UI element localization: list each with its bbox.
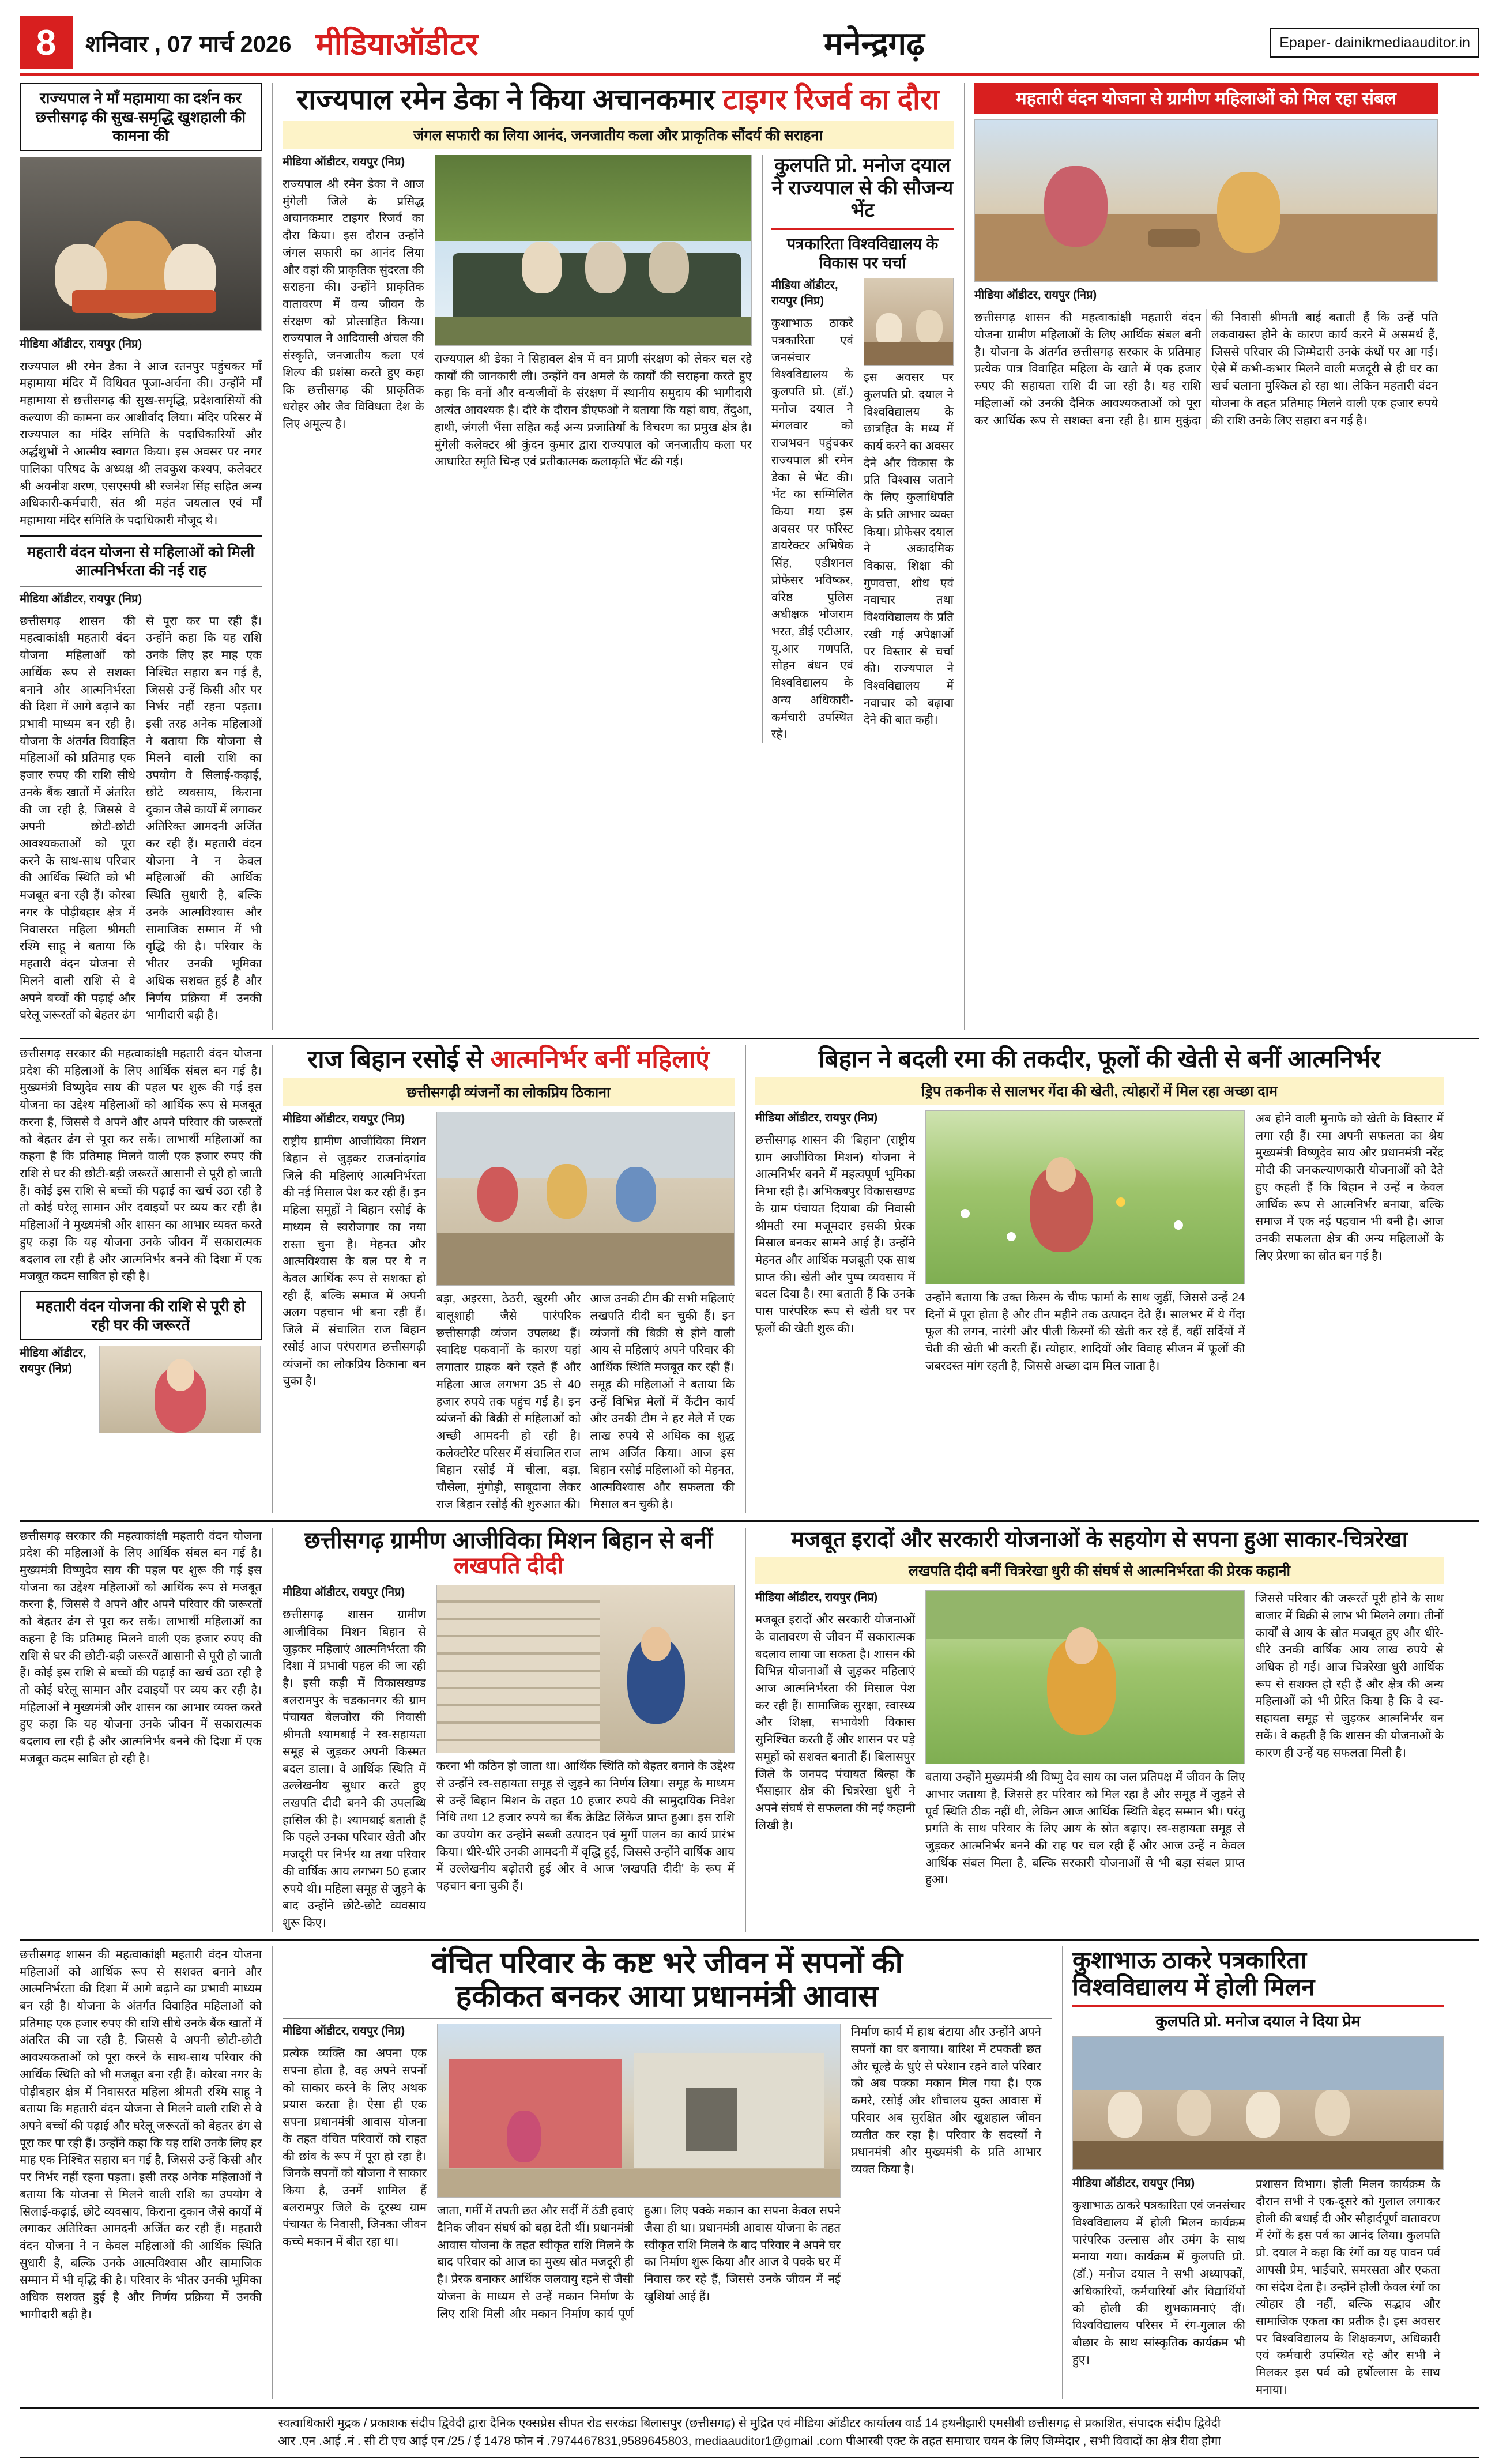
headline-part1: छत्तीसगढ़ ग्रामीण आजीविका मिशन बिहान से बनीं bbox=[304, 1527, 713, 1553]
photo-rural-women bbox=[974, 119, 1438, 282]
article-body: राज्यपाल श्री रमेन डेका ने आज मुंगेली जिले के प्रसिद्ध अचानकमार टाइगर रिजर्व का दौरा किया। इस दौरान उन्होंने जंगल सफारी का आनंद लिया और वहां की प्राकृतिक सुंदरता की सराहना की। उन्होंने प्राकृतिक वातावरण में वन्य जीवन के संरक्षण को प्रोत्साहित किया। राज्यपाल ने आदिवासी अंचल की संस्कृति, जनजातीय कला एवं शिल्प की प्रशंसा करते हुए कहा कि छत्तीसगढ़ की प्राकृतिक धरोहर और जैव विविधता देश के लिए अमूल्य है। bbox=[283, 178, 424, 431]
headline-bihan-flower: बिहान ने बदली रमा की तकदीर, फूलों की खेती से बनीं आत्मनिर्भर bbox=[818, 1045, 1381, 1072]
article-body: निर्माण कार्य में हाथ बंटाया और उन्होंने अपने सपनों का घर बनाया। बारिश में टपकती छत और चूल्हे के धुएं से परेशान रहने वाले परिवार को अब पक्का मकान मिल गया है। एक कमरे, रसोई और शौचालय युक्त आवास में परिवार अब सुरक्षित और खुशहाल जीवन व्यतीत कर रहा है। परिवार के सदस्यों ने प्रधानमंत्री और मुख्यमंत्री के प्रति आभार व्यक्त किया है। bbox=[851, 2025, 1041, 2176]
photo-grocery-shop bbox=[436, 1585, 735, 1753]
byline: मीडिया ऑडीटर, रायपुर (निप्र) bbox=[283, 1113, 405, 1126]
third-band bbox=[20, 1528, 1479, 1932]
byline: मीडिया ऑडीटर, रायपुर (निप्र) bbox=[771, 279, 838, 308]
photo-vc-governor-meeting bbox=[864, 278, 954, 366]
article-body-part3: लेकर राज बिहान रसोई की शुरुआत की। आज उनकी टीम की सभी महिलाएं लखपति दीदी बन चुकी हैं। इन व्यंजनों की बिक्री से होने वाली आय से महिलाएं अपने परिवार की आर्थिक स्थिति मजबूत कर रही हैं। समूह की महिलाओं ने बताया कि उन्हें विभिन्न मेलों में कैंटीन कार्य और उनकी टीम ने हर मेले में एक लाख रुपये से अधिक का शुद्ध लाभ अर्जित किया। आज इस बिहान रसोई महिलाओं को मेहनत, आत्मविश्वास और सफलता की मिसाल बन चुकी है। bbox=[436, 1292, 735, 1511]
article-body: राष्ट्रीय ग्रामीण आजीविका मिशन बिहान से जुड़कर राजनांदगांव जिले की महिलाएं आत्मनिर्भरता की नई मिसाल पेश कर रही हैं। इन महिला समूहों ने बिहान रसोई के माध्यम से स्वरोजगार का नया रास्ता चुना है। मेहनत और आत्मविश्वास के बल पर ये न केवल आर्थिक रूप से सशक्त हो रही हैं, बल्कि समाज में अपनी अलग पहचान भी बना रही हैं। जिले में संचालित राज बिहान रसोई आज परंपरागत छत्तीसगढ़ी व्यंजनों का लोकप्रिय ठिकाना बन चुका है। bbox=[283, 1135, 426, 1388]
article-body-continued: छत्तीसगढ़ सरकार की महत्वाकांक्षी महतारी वंदन योजना प्रदेश की महिलाओं के लिए आर्थिक संबल बन गई है। मुख्यमंत्री विष्णुदेव साय की पहल पर शुरू की गई इस योजना का उद्देश्य महिलाओं को आर्थिक रूप से मजबूत करना है, जिससे वे अपने और अपने परिवार की जरूरतों को बेहतर ढंग से पूरा कर सकें। लाभार्थी महिलाओं का कहना है कि प्रतिमाह मिलने वाली एक हजार रुपए की राशि से घर की छोटी-बड़ी जरूरतें आसानी से पूरी हो जाती हैं। कोई इस राशि से बच्चों की पढ़ाई का खर्च उठा रही है तो कोई घरेलू सामान और दवाइयों पर व्यय कर रही है। महिलाओं ने मुख्यमंत्री और शासन का आभार व्यक्त करते हुए कहा कि यह योजना उनके जीवन में सकारात्मक बदलाव ला रही है और आत्मनिर्भर बनने की दिशा में एक मजबूत कदम साबित हो रही है। bbox=[20, 1046, 262, 1283]
article-body: प्रशासन विभाग। होली मिलन कार्यक्रम के दौरान सभी ने एक-दूसरे को गुलाल लगाकर होली की बधाई दी और सौहार्दपूर्ण वातावरण में रंगों के इस पर्व का आनंद लिया। कुलपति प्रो. दयाल ने कहा कि रंगों का यह पावन पर्व आपसी प्रेम, भाईचारे, समरसता और एकता का संदेश देता है। उन्होंने होली केवल रंगों का त्योहार ही नहीं, बल्कि सद्भाव और सामाजिक एकता का प्रतीक है। इस अवसर पर विश्वविद्यालय के शिक्षकगण, अधिकारी एवं कर्मचारी उपस्थित रहे और सभी ने मिलकर इस पर्व को हर्षोल्लास के साथ मनाया। bbox=[1256, 2177, 1440, 2397]
article-body-continued: छत्तीसगढ़ शासन की महत्वाकांक्षी महतारी वंदन योजना महिलाओं को आर्थिक रूप से सशक्त बनाने और आत्मनिर्भरता की दिशा में आगे बढ़ाने का प्रभावी माध्यम बन रही है। योजना के अंतर्गत विवाहित महिलाओं को प्रतिमाह एक हजार रुपए की राशि सीधे उनके बैंक खातों में अंतरित की जा रही है, जिससे वे अपनी छोटी-छोटी आवश्यकताओं को पूरा करने के साथ-साथ परिवार की आर्थिक स्थिति को भी मजबूत बना रही हैं। कोरबा नगर के पोड़ीबहार क्षेत्र में निवासरत महिला श्रीमती रश्मि साहू ने बताया कि महतारी वंदन योजना से मिलने वाली राशि से वे अपने बच्चों की पढ़ाई और घरेलू जरूरतों को बेहतर ढंग से पूरा कर पा रही हैं। उन्होंने कहा कि यह राशि उनके लिए हर माह एक निश्चित सहारा बन गई है, जिससे उन्हें किसी और पर निर्भर नहीं रहना पड़ता। इसी तरह अनेक महिलाओं ने बताया कि योजना से मिलने वाली राशि का उपयोग वे सिलाई-कढ़ाई, छोटे व्यवसाय, किराना दुकान जैसे कार्यों में लगाकर अतिरिक्त आमदनी अर्जित कर रही हैं। महतारी वंदन योजना ने न केवल महिलाओं की आर्थिक स्थिति सुधारी है, बल्कि उनके आत्मविश्वास और सामाजिक सम्मान में भी वृद्धि की है। परिवार के भीतर उनकी भूमिका अधिक सशक्त हुई है और निर्णय प्रक्रिया में उनकी भागीदारी बढ़ी है। bbox=[20, 1947, 262, 2321]
article-body: इस अवसर पर कुलपति प्रो. दयाल ने विश्वविद्यालय के छात्रहित के मध्य में कार्य करने का अवसर देने और विकास के प्रति विश्वास जताने के लिए कुलाधिपति के प्रति आभार व्यक्त किया। प्रोफेसर दयाल ने अकादमिक विकास, शिक्षा की गुणवत्ता, शोध एवं नवाचार तथा विश्वविद्यालय के प्रति रखी गई अपेक्षाओं पर विस्तार से चर्चा की। राज्यपाल ने विश्वविद्यालय में नवाचार को बढ़ावा देने की बात कही। bbox=[863, 371, 954, 727]
byline: मीडिया ऑडीटर, रायपुर (निप्र) bbox=[283, 2025, 405, 2038]
page-number: 8 bbox=[20, 16, 73, 69]
subhead-bihan-flower: ड्रिप तकनीक से सालभर गेंदा की खेती, त्योहारों में मिल रहा अच्छा दाम bbox=[755, 1077, 1444, 1105]
top-section bbox=[20, 83, 1479, 1030]
photo-temple-visit bbox=[20, 157, 262, 331]
headline: राज्यपाल ने माँ महामाया का दर्शन कर छत्तीसगढ़ की सुख-समृद्धि खुशहाली की कामना की bbox=[35, 89, 246, 144]
article-body: प्रत्येक व्यक्ति का अपना एक सपना होता है, वह अपने सपनों को साकार करने के लिए अथक प्रयास करता है। ऐसा ही एक सपना प्रधानमंत्री आवास योजना के तहत वंचित परिवारों को राहत की छांव के रूप में पूरा हो रहा है। जिनके सपनों को योजना ने साकार किया है, उनमें शामिल हैं बलरामपुर जिले के दूरस्थ ग्राम पंचायत के निवासी, जिनका जीवन कच्चे मकान में बीत रहा था। bbox=[283, 2047, 427, 2249]
photo-marigold-farm bbox=[925, 1110, 1245, 1284]
masthead bbox=[20, 16, 1479, 76]
story-governor-temple bbox=[20, 83, 262, 151]
column-left-lower3 bbox=[20, 1946, 262, 2399]
lead-headline bbox=[283, 83, 954, 115]
headline-mahtari-1: महतारी वंदन योजना से महिलाओं को मिली आत्मनिर्भरता की नई राह bbox=[27, 542, 255, 579]
article-body: जिससे परिवार की जरूरतें पूरी होने के साथ बाजार में बिक्री से लाभ भी मिलने लगा। तीनों कार्यों से आय के स्रोत मजबूत हुए और धीरे-धीरे उनकी वार्षिक आय लाख रुपये से अधिक हो गई। आज चित्ररेखा धुरी आर्थिक रूप से सशक्त हो रही हैं और क्षेत्र की अन्य महिलाओं को भी प्रेरित किया है कि वे स्व-सहायता समूह से जुड़कर आत्मनिर्भर बन सकें। वे कहती हैं कि शासन की योजनाओं के कारण ही उन्हें यह सफलता मिली है। bbox=[1255, 1592, 1444, 1760]
article-body: मजबूत इरादों और सरकारी योजनाओं के वातावरण से जीवन में सकारात्मक बदलाव लाया जा सकता है। शासन की विभिन्न योजनाओं से जुड़कर महिलाएं आज आत्मनिर्भरता की मिसाल पेश कर रही हैं। सामाजिक सुरक्षा, स्वास्थ्य और शिक्षा, सभावेशी विकास सुनिश्चित करती हैं और शासन पर पड़े समूहों को सशक्त बनाती हैं। बिलासपुर जिले के जनपद पंचायत बिल्हा के भैंसाझार क्षेत्र की चित्ररेखा धुरी ने अपने संघर्ष से सफलता की नई कहानी लिखी है। bbox=[755, 1613, 916, 1832]
column-right bbox=[964, 83, 1438, 1030]
column-left-lower bbox=[20, 1045, 262, 1513]
photo-tiger-reserve-safari bbox=[435, 155, 752, 346]
column-left-lower2 bbox=[20, 1528, 262, 1932]
headline-highlight: लखपति दीदी bbox=[453, 1553, 564, 1579]
headline-mahtari-money bbox=[20, 1291, 262, 1340]
article-body-part2: बड़ा, अइरसा, ठेठरी, खुरमी और बालूशाही जैसे पारंपरिक छत्तीसगढ़ी व्यंजन उपलब्ध हैं। स्वादिष्ट पकवानों के कारण यहां लगातार ग्राहक बने रहते हैं और महिला आज लगभग 35 से 40 हजार रुपये तक पहुंच गई है। इन व्यंजनों की बिक्री से महिलाओं को अच्छी आमदनी हो रही है। कलेक्टोरेट परिसर में संचालित राज बिहान रसोई में चीला, बड़ा, चौसेला, मुंगोड़ी, साबूदाना bbox=[436, 1292, 581, 1494]
photo-pm-awas-house bbox=[437, 2024, 841, 2198]
article-body: छत्तीसगढ़ शासन की महत्वाकांक्षी महतारी वंदन योजना महिलाओं को आर्थिक रूप से सशक्त बनाने और आत्मनिर्भरता की दिशा में आगे बढ़ाने का प्रभावी माध्यम बन रही है। योजना के अंतर्गत विवाहित महिलाओं को प्रतिमाह एक हजार रुपए की राशि सीधे उनके बैंक खातों में अंतरित की जा रही है, जिससे वे अपनी छोटी-छोटी आवश्यकताओं को पूरा करने के साथ-साथ परिवार की आर्थिक स्थिति को भी मजबूत बना रही हैं। कोरबा नगर के पोड़ीबहार क्षेत्र में निवासरत महिला श्रीमती रश्मि साहू ने बताया कि महतारी वंदन योजना से मिलने वाली राशि से वे अपने बच्चों की पढ़ाई और घरेलू जरूरतों को बेहतर ढंग से पूरा कर पा रही हैं। उन्होंने कहा कि यह राशि उनके लिए हर माह एक निश्चित सहारा बन गई है, जिससे उन्हें किसी और पर निर्भर नहीं रहना पड़ता। इसी तरह अनेक महिलाओं ने बताया कि योजना से मिलने वाली राशि का उपयोग वे सिलाई-कढ़ाई, छोटे व्यवसाय, किराना दुकान जैसे कार्यों में लगाकर अतिरिक्त आमदनी अर्जित कर रही हैं। महतारी वंदन योजना ने न केवल महिलाओं की आर्थिक स्थिति सुधारी है, बल्कि उनके आत्मविश्वास और सामाजिक सम्मान में भी वृद्धि की है। परिवार के भीतर उनकी भूमिका अधिक सशक्त हुई है और निर्णय प्रक्रिया में उनकी भागीदारी बढ़ी है। bbox=[20, 614, 262, 1022]
byline: मीडिया ऑडीटर, रायपुर (निप्र) bbox=[755, 1111, 878, 1124]
article-body: करना भी कठिन हो जाता था। आर्थिक स्थिति को बेहतर बनाने के उद्देश्य से उन्होंने स्व-सहायता समूह से जुड़ने का निर्णय लिया। समूह के माध्यम से उन्हें बिहान मिशन के तहत 10 हजार रुपये की सामुदायिक निवेश निधि तथा 12 हजार रुपये का बैंक क्रेडिट लिंकेज प्राप्त हुआ। इस राशि का उपयोग कर उन्होंने सब्जी उत्पादन एवं मुर्गी पालन का कार्य प्रारंभ किया। धीरे-धीरे उनकी आमदनी में वृद्धि हुई, जिससे उन्होंने वार्षिक आय में उल्लेखनीय बढ़ोतरी हुई और वे आज 'लखपति दीदी' के रूप में पहचान बना चुकी हैं। bbox=[436, 1760, 735, 1893]
headline-holi-line1: कुशाभाऊ ठाकरे पत्रकारिता bbox=[1072, 1946, 1307, 1973]
article-body: कुशाभाऊ ठाकरे पत्रकारिता एवं जनसंचार विश्वविद्यालय में होली मिलन कार्यक्रम पारंपरिक उल्लास और उमंग के साथ मनाया गया। कार्यक्रम में कुलपति प्रो. (डॉ.) मनोज दयाल ने सभी अध्यापकों, अधिकारियों, कर्मचारियों और विद्यार्थियों को होली की शुभकामनाएं दीं। विश्वविद्यालय परिसर में रंग-गुलाल की बौछार के साथ सांस्कृतिक कार्यक्रम भी हुए। bbox=[1072, 2199, 1245, 2367]
byline: मीडिया ऑडीटर, रायपुर (निप्र) bbox=[974, 289, 1097, 302]
headline: महतारी वंदन योजना की राशि से पूरी हो रही घर की जरूरतें bbox=[36, 1297, 246, 1333]
byline: मीडिया ऑडीटर, रायपुर (निप्र) bbox=[20, 592, 142, 605]
edition-city: मनेन्द्रगढ़ bbox=[823, 25, 925, 62]
byline: मीडिया ऑडीटर, रायपुर (निप्र) bbox=[755, 1591, 878, 1604]
headline-highlight: आत्मनिर्भर बनीं महिलाएं bbox=[490, 1045, 710, 1073]
subhead-raj-bihan: छत्तीसगढ़ी व्यंजनों का लोकप्रिय ठिकाना bbox=[283, 1078, 735, 1106]
article-body bbox=[437, 2202, 841, 2322]
story-lakhpati-didi bbox=[272, 1528, 735, 1932]
subhead-chitrarekha: लखपति दीदी बनीं चित्ररेखा धुरी की संघर्ष से आत्मनिर्भरता की प्रेरक कहानी bbox=[755, 1557, 1444, 1584]
column-center bbox=[272, 83, 954, 1030]
story-raj-bihan-rasoi bbox=[272, 1045, 735, 1513]
second-band bbox=[20, 1045, 1479, 1513]
subhead-vc-visit: पत्रकारिता विश्वविद्यालय के विकास पर चर्चा bbox=[786, 235, 939, 272]
photo-chitrarekha-field bbox=[925, 1590, 1245, 1764]
headline-pm-awas-line1: वंचित परिवार के कष्ट भरे जीवन में सपनों की bbox=[431, 1946, 903, 1980]
article-body bbox=[436, 1290, 735, 1513]
byline: मीडिया ऑडीटर, रायपुर (निप्र) bbox=[1072, 2177, 1195, 2190]
headline-lakhpati bbox=[283, 1528, 735, 1580]
article-body-continued: छत्तीसगढ़ सरकार की महत्वाकांक्षी महतारी वंदन योजना प्रदेश की महिलाओं के लिए आर्थिक संबल बन गई है। मुख्यमंत्री विष्णुदेव साय की पहल पर शुरू की गई इस योजना का उद्देश्य महिलाओं को आर्थिक रूप से मजबूत करना है, जिससे वे अपने और अपने परिवार की जरूरतों को बेहतर ढंग से पूरा कर सकें। लाभार्थी महिलाओं का कहना है कि प्रतिमाह मिलने वाली एक हजार रुपए की राशि से घर की छोटी-बड़ी जरूरतें आसानी से पूरी हो जाती हैं। कोई इस राशि से बच्चों की पढ़ाई का खर्च उठा रही है तो कोई घरेलू सामान और दवाइयों पर व्यय कर रही है। महिलाओं ने मुख्यमंत्री और शासन का आभार व्यक्त करते हुए कहा कि यह योजना उनके जीवन में सकारात्मक बदलाव ला रही है और आत्मनिर्भर बनने की दिशा में एक मजबूत कदम साबित हो रही है। bbox=[20, 1529, 262, 1765]
article-body-part3: लिए पक्के मकान का सपना केवल सपने जैसा ही था। प्रधानमंत्री आवास योजना के तहत स्वीकृत राशि मिलने के बाद परिवार ने अपने घर का निर्माण शुरू किया और आज वे पक्के घर में निवास कर रहे हैं, जिससे उनके जीवन में नई खुशियां आई हैं। bbox=[644, 2204, 841, 2303]
headline-mahtari-rural: महतारी वंदन योजना से ग्रामीण महिलाओं को मिल रहा संबल bbox=[974, 83, 1438, 114]
imprint-footer bbox=[20, 2407, 1479, 2458]
article-body: राज्यपाल श्री रमेन डेका ने आज रतनपुर पहुंचकर माँ महामाया मंदिर में विधिवत पूजा-अर्चना की। उन्होंने माँ महामाया से छत्तीसगढ़ की सुख-समृद्धि, प्रदेशवासियों की कल्याण की कामना कर आशीर्वाद लिया। मंदिर परिसर में राज्यपाल का मंदिर समिति के पदाधिकारियों और अर्द्धशुभों ने आत्मीय स्वागत किया। इस अवसर पर नगर पालिका परिषद के अध्यक्ष श्री लवकुश कश्यप, कलेक्टर श्री अवनीश शरण, एसएसपी श्री रजनेश सिंह सहित अन्य अधिकारी-कर्मचारी, संत श्री महंत जयलाल एवं माँ महामाया मंदिर समिति के पदाधिकारी मौजूद थे। bbox=[20, 359, 262, 527]
story-holi bbox=[1062, 1946, 1444, 2399]
headline-part1: राज बिहान रसोई से bbox=[307, 1045, 491, 1073]
lead-subhead: जंगल सफारी का लिया आनंद, जनजातीय कला और प्राकृतिक सौंदर्य की सराहना bbox=[283, 121, 954, 149]
imprint-line-1: स्वत्वाधिकारी मुद्रक / प्रकाशक संदीप द्विवेदी द्वारा दैनिक एक्सप्रेस सीपत रोड सरकंडा बिलासपुर (छत्तीसगढ़) से मुद्रित एवं मीडिया ऑडीटर कार्यालय वार्ड 14 हथनीझारी एमसीबी छत्तीसगढ़ से प्रकाशित, संपादक संदीप द्विवेदी bbox=[278, 2416, 1221, 2430]
article-body: राज्यपाल श्री डेका ने सिहावल क्षेत्र में वन प्राणी संरक्षण को लेकर चल रहे कार्यों की जानकारी ली। उन्होंने वन अमले के कार्यों की सराहना करते हुए कहा कि वनों और वन्यजीवों के संरक्षण में स्थानीय समुदाय की भागीदारी अत्यंत आवश्यक है। दौरे के दौरान डीएफओ ने बताया कि यहां बाघ, तेंदुआ, हाथी, जंगली भैंसा सहित कई अन्य प्रजातियों के विचरण का प्रमुख क्षेत्र है। मुंगेली कलेक्टर श्री कुंदन कुमार द्वारा राज्यपाल को जनजातीय कला पर आधारित स्मृति चिन्ह एवं प्रतीकात्मक कलाकृति भेंट की गई। bbox=[434, 352, 752, 469]
article-body: कुशाभाऊ ठाकरे पत्रकारिता एवं जनसंचार विश्वविद्यालय के कुलपति प्रो. (डॉ.) मनोज दयाल ने मंगलवार को राजभवन पहुंचकर राज्यपाल श्री रमेन डेका से भेंट की। भेंट का सम्मिलित किया गया इस अवसर पर फॉरेस्ट डायरेक्टर अभिषेक सिंह, एडीशनल प्रोफेसर भविष्कर, वरिष्ठ पुलिस अधीक्षक भोजराम भरत, डीई एटीआर, यू.आर गणपति, सोहन बंधन एवं विश्वविद्यालय के अन्य अधिकारी-कर्मचारी उपस्थित रहे। bbox=[771, 317, 853, 741]
headline-pm-awas-line2: हकीकत बनकर आया प्रधानमंत्री आवास bbox=[455, 1980, 879, 2014]
story-bihan-flower bbox=[745, 1045, 1444, 1513]
lead-headline-highlight: टाइगर रिजर्व का दौरा bbox=[722, 83, 940, 115]
photo-bihan-kitchen bbox=[436, 1112, 735, 1286]
headline-vc-visit: कुलपति प्रो. मनोज दयाल ने राज्यपाल से की सौजन्य भेंट bbox=[771, 155, 954, 222]
article-body: छत्तीसगढ़ शासन की 'बिहान' (राष्ट्रीय ग्राम आजीविका मिशन) योजना ने आत्मनिर्भर बनने में महत्वपूर्ण भूमिका निभा रही है। अभिकबपुर विकासखण्ड के ग्राम पंचायत दियाबा की निवासी श्रीमती रमा मजूमदार इसकी प्रेरक मिसाल बनकर सामने आई हैं। उन्होंने मेहनत और आर्थिक मजबूती एक साथ प्राप्त की। खेती और पुष्प व्यवसाय में बदल दिया है। रमा बताती हैं कि उनके पास पारंपरिक रूप से खेती घर पर फूलों की खेती शुरू की। bbox=[755, 1133, 916, 1335]
article-body-part2: जाता, गर्मी में तपती छत और सर्दी में ठंडी हवाएं दैनिक जीवन संघर्ष को बढ़ा देती थीं। प्रधानमंत्री आवास योजना के तहत स्वीकृत राशि मिलने के बाद परिवार को आज का मुख्य स्रोत मजदूरी ही है। प्रेरक बनाकर आर्थिक जलवायु रहने से जैसी योजना के माध्यम से उन्हें मकान निर्माण के लिए राशि मिली और मकान निर्माण कार्य पूर्ण हुआ। bbox=[437, 2204, 667, 2320]
newspaper-brand: मीडियाऑडीटर bbox=[315, 27, 479, 62]
headline-chitrarekha: मजबूत इरादों और सरकारी योजनाओं के सहयोग से सपना हुआ साकार-चित्ररेखा bbox=[791, 1527, 1408, 1552]
epaper-url[interactable]: Epaper- dainikmediaauditor.in bbox=[1270, 28, 1479, 58]
headline-raj-bihan bbox=[283, 1045, 735, 1073]
article-body: बताया उन्होंने मुख्यमंत्री श्री विष्णु देव साय का जल प्रतिपक्ष में जीवन के लिए आभार जताया है, जिससे हर परिवार को मिल रहा है और समूह में जुड़ने से पूर्व स्थिति ठीक नहीं थी, लेकिन आज आर्थिक स्थिति बेहद सम्मान भी। परंतु प्रगति के साथ परिवार के लिए आय के स्रोत बढ़ाए। स्व-सहायता समूह से जुड़कर आत्मनिर्भर बनने की राह पर चल रही हैं और आज उन्हें न केवल आर्थिक संबल मिला है, बल्कि सरकारी योजनाओं से भी बड़ा संबल प्राप्त हुआ। bbox=[925, 1770, 1245, 1887]
byline: मीडिया ऑडीटर, रायपुर (निप्र) bbox=[20, 1347, 86, 1375]
article-body: छत्तीसगढ़ शासन की महत्वाकांक्षी महतारी वंदन योजना ग्रामीण महिलाओं के लिए आर्थिक संबल बनी है। योजना के अंतर्गत छत्तीसगढ़ सरकार के प्रतिमाह प्रत्येक पात्र विवाहित महिला के खाते में एक हजार रुपए की सहायता राशि दी जा रही है। यह राशि महिलाओं को उनकी दैनिक आवश्यकताओं को पूरा कर आर्थिक रूप से सशक्त बना रही है। ग्राम मुकुंदा की निवासी श्रीमती बाई बताती हैं कि उन्हें पति लकवाग्रस्त होने के कारण कार्य करने में असमर्थ हैं, जिससे परिवार की जिम्मेदारी उनके कंधों पर आ गई। ऐसे में कभी-कभार मिलने वाली मजदूरी से ही घर का खर्च चलाना मुश्किल हो रहा था। लेकिन महतारी वंदन योजना के तहत प्रतिमाह मिलने वाली एक हजार रुपये की राशि उनके लिए सहारा बन गई है। bbox=[974, 311, 1438, 427]
story-chitrarekha bbox=[745, 1528, 1444, 1932]
article-body: उन्होंने बताया कि उक्त किस्म के चीफ फार्मा के साथ जुड़ीं, जिससे उन्हें 24 दिनों में पूरा होता है और तीन महीने तक उत्पादन देते हैं। सालभर में ये गेंदा फूल की लगन, नारंगी और पीली किस्मों की खेती कर रहे हैं, वहीं सर्दियों में चेती की खेती भी करती हैं। त्योहार, शादियों और विवाह सीजन में फूलों की जबरदस्त मांग रहती है, जिससे अच्छा दाम मिल जाता है। bbox=[925, 1290, 1245, 1373]
byline: मीडिया ऑडीटर, रायपुर (निप्र) bbox=[283, 1586, 405, 1599]
story-pm-awas bbox=[272, 1946, 1052, 2399]
publication-date: शनिवार , 07 मार्च 2026 bbox=[85, 31, 292, 57]
imprint-line-2: आर .एन .आई .नं . सी टी एच आई एन /25 / ई 1478 फोन नं .7974467831,9589645803, mediaauditor1@gmail .com पीआरबी एक्ट के तहत समाचार चयन के लिए जिम्मेदार , सभी विवादों का क्षेत्र रीवा होगा bbox=[278, 2435, 1221, 2448]
lead-headline-part1: राज्यपाल रमेन डेका ने किया अचानकमार bbox=[296, 83, 723, 115]
byline: मीडिया ऑडीटर, रायपुर (निप्र) bbox=[20, 337, 142, 351]
article-body: अब होने वाली मुनाफे को खेती के विस्तार में लगा रही हैं। रमा अपनी सफलता का श्रेय मुख्यमंत्री विष्णुदेव साय और प्रधानमंत्री नरेंद्र मोदी की जनकल्याणकारी योजनाओं को देते हुए कहती हैं कि बिहान ने उन्हें न केवल आर्थिक रूप से आत्मनिर्भर बनाया, बल्कि समाज में एक नई पहचान भी बनी है। आज उनकी सफलता क्षेत्र की अन्य महिलाओं के लिए प्रेरणा का स्रोत बन गई है। bbox=[1255, 1112, 1444, 1263]
subhead-holi: कुलपति प्रो. मनोज दयाल ने दिया प्रेम bbox=[1155, 2012, 1361, 2030]
byline: मीडिया ऑडीटर, रायपुर (निप्र) bbox=[283, 156, 405, 168]
headline-holi-line2: विश्वविद्यालय में होली मिलन bbox=[1072, 1973, 1315, 2000]
fourth-band bbox=[20, 1946, 1479, 2399]
article-body: छत्तीसगढ़ शासन ग्रामीण आजीविका मिशन बिहान से जुड़कर महिलाएं आत्मनिर्भरता की दिशा में प्रभावी पहल की जा रही है। इसी कड़ी में विकासखण्ड बलरामपुर के चडकानगर की ग्राम पंचायत बेलजोरा की निवासी श्रीमती श्यामबाई ने स्व-सहायता समूह से जुड़कर अपनी किस्मत बदल डाला। वे आर्थिक स्थिति में उल्लेखनीय सुधार करते हुए लखपति दीदी बनने की उपलब्धि हासिल की है। श्यामबाई बताती हैं कि पहले उनका परिवार खेती और मजदूरी पर निर्भर था तथा परिवार की वार्षिक आय लगभग 50 हजार रुपये थी। महिला समूह से जुड़ने के बाद उन्होंने छोटे-छोटे व्यवसाय शुरू किए। bbox=[283, 1608, 426, 1930]
column-left bbox=[20, 83, 262, 1030]
photo-holi-celebration bbox=[1072, 2036, 1444, 2170]
photo-beneficiary-woman bbox=[99, 1346, 261, 1433]
